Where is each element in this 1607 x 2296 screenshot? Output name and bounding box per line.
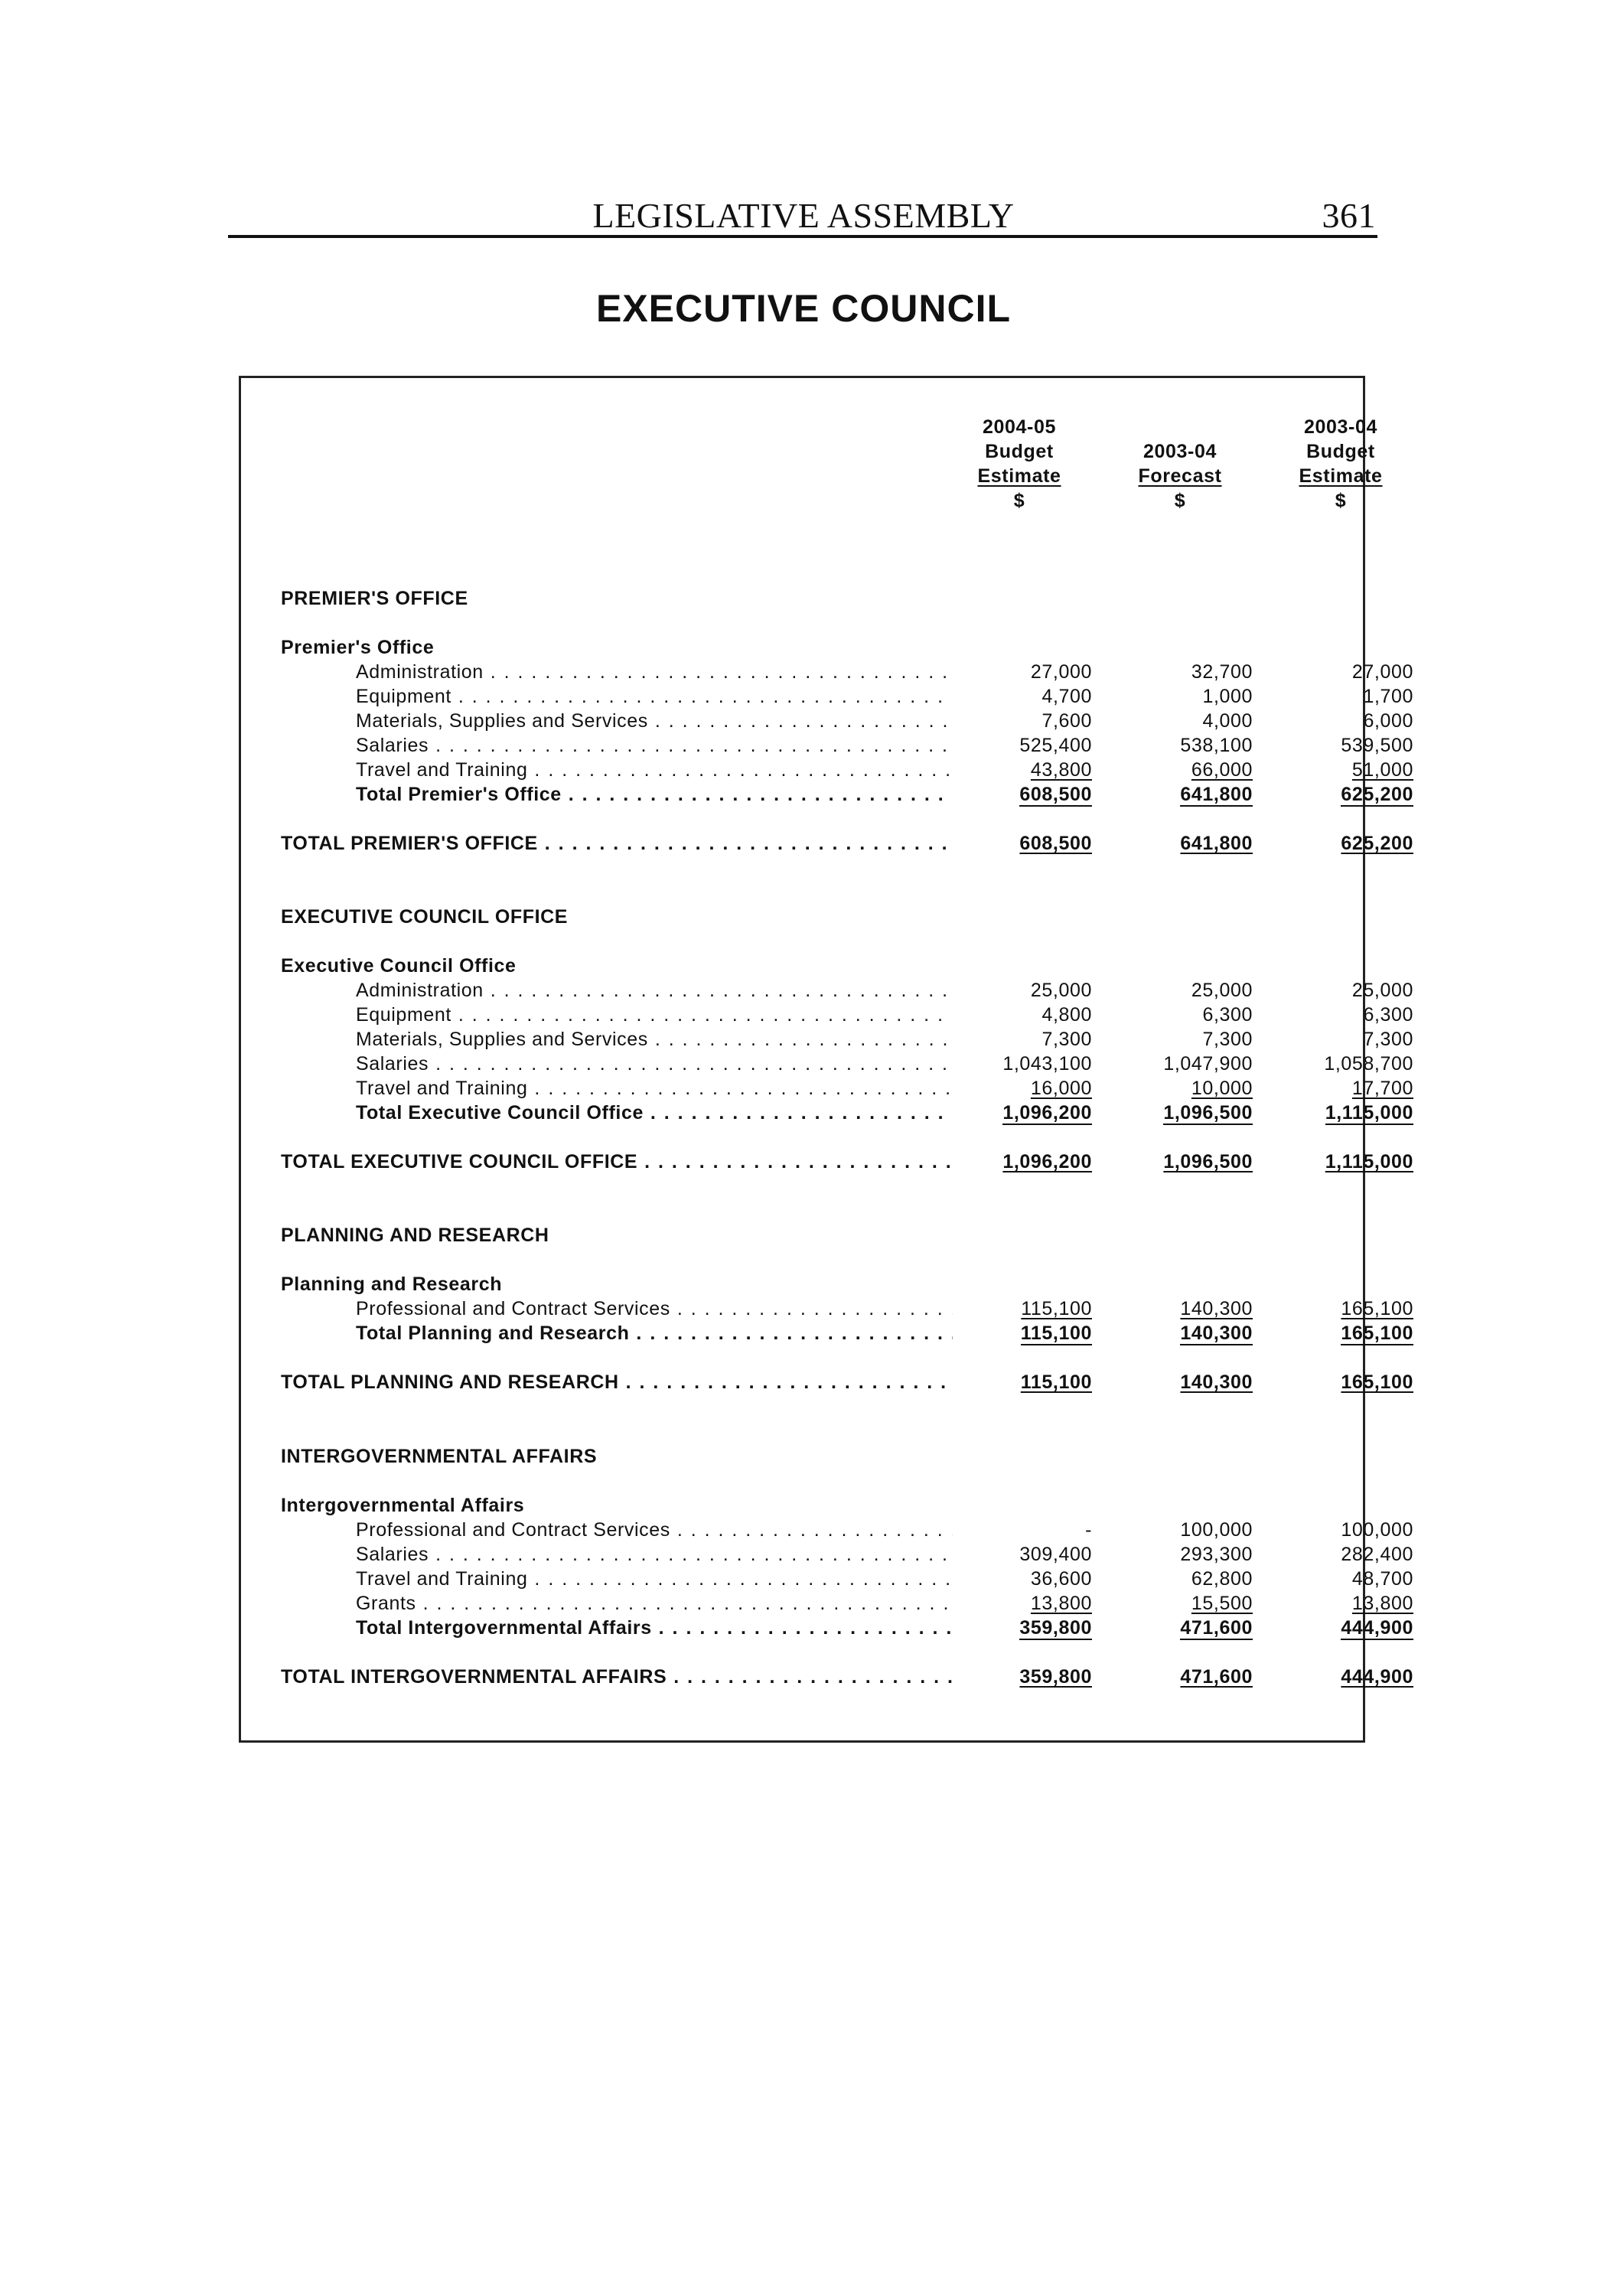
line-item (241, 1296, 1413, 1321)
line-item-value-3: 6,000 (1363, 710, 1413, 732)
document-title: EXECUTIVE COUNCIL (595, 287, 1012, 330)
total-row-value-2: 140,300 (1180, 1371, 1253, 1393)
line-item-label: Equipment . . . (356, 1003, 953, 1027)
subtotal-row (241, 1321, 1413, 1345)
total-row-label: TOTAL EXECUTIVE COUNCIL OFFICE . . . (281, 1150, 954, 1174)
subsection-heading (241, 954, 1363, 978)
line-item-label: Salaries . . . (356, 1052, 953, 1076)
line-item-value-1: 7,300 (1041, 1029, 1092, 1050)
line-item-value-3: 25,000 (1351, 980, 1413, 1001)
total-row (241, 1370, 1413, 1394)
page-number: 361 (1322, 196, 1376, 235)
line-item-value-2: 32,700 (1191, 661, 1253, 683)
line-item-value-1: 115,100 (1021, 1298, 1092, 1319)
line-item-value-2: 25,000 (1191, 980, 1253, 1001)
column-header-2003-04-forecast: 2003-04 Forecast $ (1138, 441, 1222, 511)
subtotal-row-value-3: 1,115,000 (1325, 1102, 1413, 1124)
section-heading (241, 1223, 1363, 1247)
line-item-value-1: - (1085, 1519, 1092, 1541)
running-header-title: LEGISLATIVE ASSEMBLY (592, 196, 1015, 235)
line-item-value-3: 27,000 (1351, 661, 1413, 683)
line-item (241, 1542, 1413, 1567)
line-item-label: Travel and Training . . . (356, 1567, 953, 1591)
line-item-label: Professional and Contract Services . . . (356, 1518, 953, 1542)
line-item-value-2: 66,000 (1191, 759, 1253, 781)
line-item-label: Travel and Training . . . (356, 1076, 953, 1101)
line-item-value-1: 16,000 (1030, 1078, 1092, 1099)
section-heading (241, 1444, 1363, 1469)
line-item-value-1: 25,000 (1030, 980, 1092, 1001)
line-item-value-1: 27,000 (1030, 661, 1092, 683)
line-item-value-3: 48,700 (1351, 1568, 1413, 1590)
line-item-value-2: 4,000 (1202, 710, 1253, 732)
subtotal-row-label: Total Intergovernmental Affairs . . . (356, 1616, 953, 1640)
subtotal-row (241, 1616, 1413, 1640)
line-item-value-3: 1,058,700 (1324, 1053, 1413, 1075)
line-item-value-2: 1,000 (1202, 686, 1253, 707)
budget-table-frame (239, 376, 1413, 1743)
line-item-label: Materials, Supplies and Services . . . (356, 1027, 953, 1052)
line-item-value-3: 51,000 (1351, 759, 1413, 781)
line-item-label: Equipment . . . (356, 684, 953, 709)
line-item-value-3: 1,700 (1363, 686, 1413, 707)
line-item-value-3: 539,500 (1341, 735, 1413, 756)
line-item (241, 1591, 1413, 1616)
total-row-label: TOTAL PLANNING AND RESEARCH . . . (281, 1370, 954, 1394)
line-item-value-3: 17,700 (1351, 1078, 1413, 1099)
total-row-value-2: 641,800 (1180, 833, 1253, 854)
total-row-value-1: 1,096,200 (1002, 1151, 1092, 1172)
line-item (241, 978, 1413, 1003)
line-item-label: Materials, Supplies and Services . . . (356, 709, 953, 733)
subtotal-row-value-1: 359,800 (1019, 1617, 1092, 1639)
line-item (241, 758, 1413, 782)
total-row-label: TOTAL PREMIER'S OFFICE . . . (281, 831, 954, 856)
subtotal-row-value-3: 625,200 (1341, 784, 1413, 805)
subtotal-row-value-1: 608,500 (1019, 784, 1092, 805)
section-heading (241, 905, 1363, 929)
total-row-value-1: 608,500 (1019, 833, 1092, 854)
column-header-2004-05-estimate: 2004-05 Budget Estimate $ (977, 416, 1061, 511)
subtotal-row-value-1: 1,096,200 (1002, 1102, 1092, 1124)
line-item-value-3: 7,300 (1363, 1029, 1413, 1050)
section-heading-label: PREMIER'S OFFICE (281, 588, 468, 609)
total-row (241, 831, 1413, 856)
line-item-value-2: 6,300 (1202, 1004, 1253, 1026)
subtotal-row-value-2: 140,300 (1180, 1322, 1253, 1344)
line-item-value-2: 7,300 (1202, 1029, 1253, 1050)
subtotal-row-label: Total Executive Council Office . . . (356, 1101, 953, 1125)
line-item-label: Salaries . . . (356, 1542, 953, 1567)
subtotal-row-value-1: 115,100 (1020, 1322, 1092, 1344)
line-item-value-1: 13,800 (1030, 1593, 1092, 1614)
subsection-heading (241, 1493, 1363, 1518)
section-heading (241, 586, 1363, 611)
total-row-label: TOTAL INTERGOVERNMENTAL AFFAIRS . . . (281, 1665, 954, 1689)
line-item (241, 1518, 1413, 1542)
subsection-heading-label: Premier's Office (281, 637, 435, 658)
line-item-value-2: 1,047,900 (1163, 1053, 1253, 1075)
line-item (241, 684, 1413, 709)
line-item-value-3: 165,100 (1341, 1298, 1413, 1319)
total-row-value-2: 471,600 (1180, 1666, 1253, 1688)
total-row-value-3: 165,100 (1341, 1371, 1413, 1393)
line-item-value-2: 62,800 (1191, 1568, 1253, 1590)
line-item-value-3: 6,300 (1363, 1004, 1413, 1026)
line-item (241, 1076, 1413, 1101)
total-row-value-1: 359,800 (1019, 1666, 1092, 1688)
subtotal-row-value-2: 1,096,500 (1163, 1102, 1253, 1124)
line-item (241, 1027, 1413, 1052)
total-row-value-3: 1,115,000 (1325, 1151, 1413, 1172)
line-item-value-1: 1,043,100 (1002, 1053, 1092, 1075)
section-heading-label: INTERGOVERNMENTAL AFFAIRS (281, 1446, 598, 1467)
line-item-value-1: 309,400 (1019, 1544, 1092, 1565)
total-row-value-3: 444,900 (1341, 1666, 1413, 1688)
subtotal-row-value-3: 444,900 (1341, 1617, 1413, 1639)
line-item-label: Grants . . . (356, 1591, 953, 1616)
line-item (241, 1567, 1413, 1591)
line-item (241, 1052, 1413, 1076)
line-item-value-2: 140,300 (1180, 1298, 1253, 1319)
subtotal-row-label: Total Planning and Research . . . (356, 1321, 953, 1345)
line-item (241, 1003, 1413, 1027)
total-row-value-3: 625,200 (1341, 833, 1413, 854)
line-item-value-3: 13,800 (1351, 1593, 1413, 1614)
total-row (241, 1150, 1413, 1174)
column-header-2003-04-estimate: 2003-04 Budget Estimate $ (1299, 416, 1383, 511)
header-rule (228, 235, 1377, 238)
line-item (241, 660, 1413, 684)
line-item-value-3: 282,400 (1341, 1544, 1413, 1565)
line-item-label: Administration . . . (356, 660, 953, 684)
subsection-heading-label: Planning and Research (281, 1274, 503, 1295)
total-row-value-2: 1,096,500 (1163, 1151, 1253, 1172)
line-item-value-1: 525,400 (1019, 735, 1092, 756)
subtotal-row (241, 782, 1413, 807)
subtotal-row (241, 1101, 1413, 1125)
line-item-value-2: 100,000 (1180, 1519, 1253, 1541)
line-item-label: Administration . . . (356, 978, 953, 1003)
line-item-value-2: 15,500 (1191, 1593, 1253, 1614)
section-heading-label: PLANNING AND RESEARCH (281, 1225, 549, 1246)
subtotal-row-value-2: 471,600 (1180, 1617, 1253, 1639)
total-row-value-1: 115,100 (1020, 1371, 1092, 1393)
subsection-heading-label: Executive Council Office (281, 955, 517, 977)
line-item-value-1: 36,600 (1030, 1568, 1092, 1590)
line-item-value-1: 43,800 (1030, 759, 1092, 781)
line-item-value-2: 293,300 (1180, 1544, 1253, 1565)
subsection-heading (241, 635, 1363, 660)
subsection-heading (241, 1272, 1363, 1296)
subtotal-row-value-2: 641,800 (1180, 784, 1253, 805)
line-item-value-1: 4,800 (1041, 1004, 1092, 1026)
line-item (241, 709, 1413, 733)
subsection-heading-label: Intergovernmental Affairs (281, 1495, 525, 1516)
line-item-value-3: 100,000 (1341, 1519, 1413, 1541)
line-item-label: Travel and Training . . . (356, 758, 953, 782)
section-heading-label: EXECUTIVE COUNCIL OFFICE (281, 906, 569, 928)
line-item-value-1: 4,700 (1041, 686, 1092, 707)
subtotal-row-value-3: 165,100 (1341, 1322, 1413, 1344)
line-item (241, 733, 1413, 758)
line-item-value-2: 10,000 (1191, 1078, 1253, 1099)
line-item-value-2: 538,100 (1180, 735, 1253, 756)
line-item-label: Salaries . . . (356, 733, 953, 758)
subtotal-row-label: Total Premier's Office . . . (356, 782, 953, 807)
total-row (241, 1665, 1413, 1689)
line-item-label: Professional and Contract Services . . . (356, 1296, 953, 1321)
line-item-value-1: 7,600 (1041, 710, 1092, 732)
